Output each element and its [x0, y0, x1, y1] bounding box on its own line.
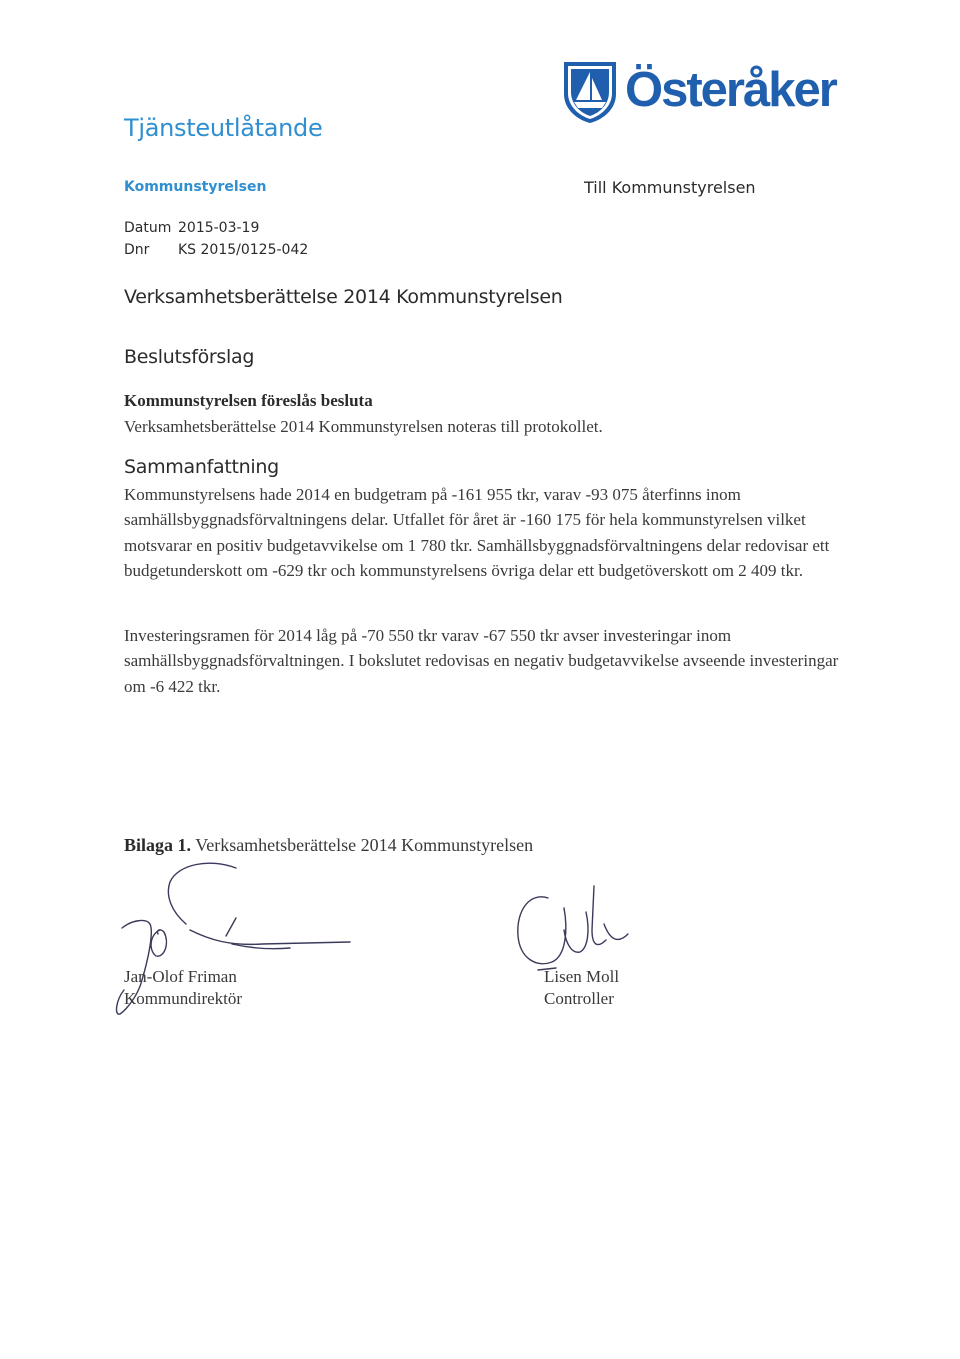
- signatory-2: [544, 966, 619, 1010]
- document-type-heading: Tjänsteutlåtande: [124, 114, 323, 142]
- beslutsforslag-heading: Beslutsförslag: [124, 346, 255, 368]
- signatory-1-name: Jan-Olof Friman: [124, 967, 237, 986]
- logo-wordmark: Österåker: [625, 63, 836, 117]
- dnr-value: KS 2015/0125-042: [178, 242, 309, 258]
- signature-moll: [518, 886, 628, 970]
- municipality-logo: [562, 58, 862, 124]
- signatory-1: [124, 966, 242, 1010]
- signatory-1-title: Kommundirektör: [124, 989, 243, 1008]
- date-value: 2015-03-19: [178, 220, 260, 236]
- date-row: [124, 220, 259, 236]
- sammanfattning-heading: Sammanfattning: [124, 456, 279, 478]
- summary-paragraph-1: Kommunstyrelsens hade 2014 en budgetram på -161 955 tkr, varav -93 075 återfinns inom samhällsbyggnadsförvaltningens delar. Utfallet för året är -160 175 för hela kommunstyrelsen vilket motsvarar en positiv budgetavvikelse om 1 780 tkr. Samhällsbyggnadsförvaltningens delar redovisar ett budgetunderskott om -629 tkr och kommunstyrelsens övriga delar ett budgetöverskott om 2 409 tkr.: [124, 485, 830, 581]
- summary-paragraph-2: Investeringsramen för 2014 låg på -70 550 tkr varav -67 550 tkr avser investeringar inom samhällsbyggnadsförvaltningen. I bokslutet redovisas en negativ budgetavvikelse avseende investeringar om -6 422 tkr.: [124, 626, 839, 696]
- department-name: Kommunstyrelsen: [124, 179, 267, 195]
- signatory-2-name: Lisen Moll: [544, 967, 620, 986]
- date-label: Datum: [124, 220, 172, 236]
- dnr-label: Dnr: [124, 242, 150, 258]
- coat-of-arms-icon: [562, 60, 618, 124]
- attachment-label: Bilaga 1.: [124, 835, 192, 855]
- dnr-row: [124, 242, 308, 258]
- attachment-line: [124, 835, 533, 856]
- attachment-text: Verksamhetsberättelse 2014 Kommunstyrelsen: [195, 835, 534, 855]
- proposal-text: Verksamhetsberättelse 2014 Kommunstyrelsen noteras till protokollet.: [124, 417, 603, 436]
- document-title: Verksamhetsberättelse 2014 Kommunstyrelsen: [124, 286, 563, 308]
- proposal-label: Kommunstyrelsen föreslås besluta: [124, 391, 373, 410]
- signatory-2-title: Controller: [544, 989, 614, 1008]
- recipient: Till Kommunstyrelsen: [584, 178, 756, 197]
